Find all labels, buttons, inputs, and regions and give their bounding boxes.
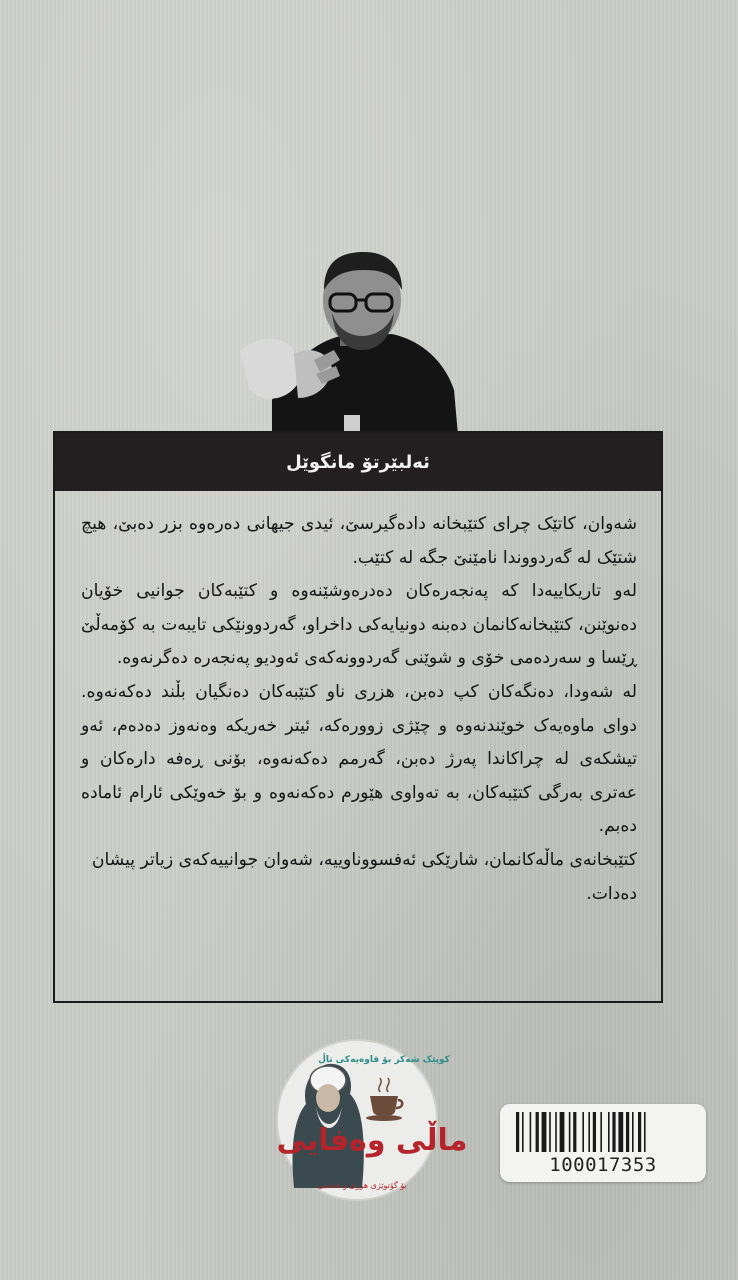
barcode-bar [608, 1112, 610, 1152]
barcode-bar [522, 1112, 524, 1152]
barcode-bar [632, 1112, 634, 1152]
barcode-bar [593, 1112, 596, 1152]
barcode-bar [555, 1112, 557, 1152]
barcode-bar [560, 1112, 565, 1152]
barcode-bar [530, 1112, 532, 1152]
barcode-bar [626, 1112, 629, 1152]
barcode-bar [573, 1112, 576, 1152]
barcode-bar [588, 1112, 590, 1152]
barcode-bar [638, 1112, 641, 1152]
barcode-sticker [500, 1104, 706, 1182]
paragraph: شەوان، کاتێک چرای کتێبخانە دادەگیرسێ، ئیدی جیهانی دەرەوە بزر دەبێ، هیچ شتێک لە گەردووندا نامێنێ جگە لە کتێب. [81, 514, 637, 568]
barcode-bar [516, 1112, 519, 1152]
barcode-bar [612, 1112, 615, 1152]
barcode-bars [514, 1110, 692, 1154]
author-name: ئەلبێرتۆ مانگوێل [286, 451, 430, 473]
paragraph: لەو تاریکاییەدا کە پەنجەرەکان دەدرەوشێنەوە و کتێبەکان جوانیی خۆیان دەنوێنن، کتێبخانەکانمان دەبنە دونیایەکی داخراو، گەردوونێکی تایبەت بە کۆمەڵێ ڕێسا و سەردەمی خۆی و شوێنی گەردوونەکەی ئەودیو پەنجەرە دەگرنەوە. [81, 581, 637, 669]
barcode-bar [536, 1112, 539, 1152]
barcode-bar [644, 1112, 646, 1152]
blurb-text [81, 508, 637, 911]
publisher-logo [272, 1038, 468, 1203]
author-name-banner [55, 433, 661, 491]
barcode-bar [600, 1112, 602, 1152]
paragraph: کتێبخانەی ماڵەکانمان، شارێکی ئەفسووناوییە، شەوان جوانییەکەی زیاتر پیشان دەدات. [91, 849, 637, 904]
barcode-bar [618, 1112, 623, 1152]
barcode-bar [542, 1112, 547, 1152]
text-panel [53, 431, 663, 1003]
logo-tagline-bottom: بۆ گۆتوێژی هزری و ئەدەبی [317, 1181, 407, 1190]
author-photo [232, 250, 472, 435]
logo-tagline-top: کوپێک شەکر بۆ قاوەیەکی تاڵ [318, 1055, 450, 1065]
barcode-bar [549, 1112, 551, 1152]
logo-main-text: ماڵی وەفایی [276, 1123, 468, 1158]
paragraph: لە شەودا، دەنگەکان کپ دەبن، هزری ناو کتێبەکان دەنگیان بڵند دەکەنەوە. دوای ماوەیەک خوێندنەوە و چێژی زوورەکە، ئیتر خەریکە وەنەوز دەدەم، ئەو تیشکەی لە چراکاندا پەرژ دەبن، گەرمم دەکەنەوە، بۆنی ڕەفە دارەکان و عەتری بەرگی کتێبەکان، بە تەواوی هێورم دەکەنەوە و بۆ خەوێکی ئارام ئامادە دەبم. [81, 681, 637, 837]
barcode-bar [582, 1112, 584, 1152]
barcode-number: 100017353 [549, 1154, 657, 1176]
barcode-bar [569, 1112, 571, 1152]
